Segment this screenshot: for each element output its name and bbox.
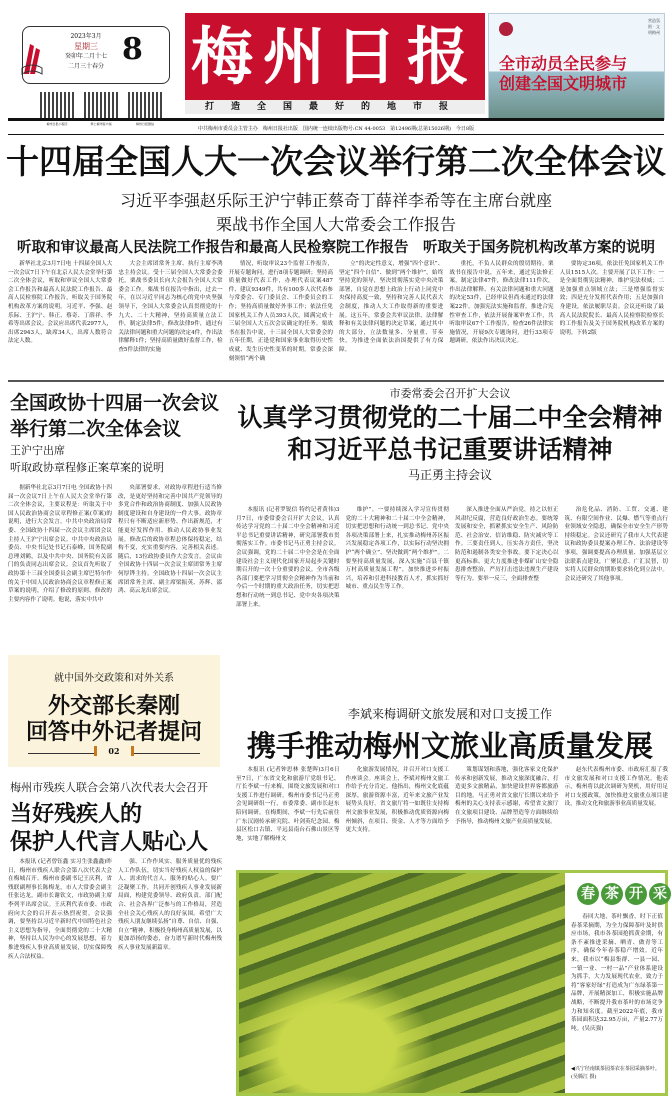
date-day: 8 [122,32,143,67]
newspaper-logo-icon [20,38,44,78]
emblem-icon [499,22,513,36]
qr-code-icon[interactable] [128,92,162,120]
body-column: 本报讯 (记者钟思林 张楚晖)3月6日至7日，广东省文化和旅游厅党组书记、厅长李斌一行来梅，围绕文旅发展和对口支援工作进行调研。梅州市委书记马正勇会见调研组一行，市委常委、副市长赵东陪同调研。在梅期间，李斌一行先后前往广东汉剧传承研究院、叶剑英纪念园、梅县区松口古镇、平远县南台石佛山景区等地，实地了解梅州文 [236,767,340,842]
masthead: 梅州日报 [185,13,485,100]
body-column: 立”的决定性意义，增强“四个意识”、坚定“四个自信”、做到“两个维护”，始终坚持党的领导，坚决贯彻落实党中央决策部署，自觉在思想上政治上行动上同党中央保持高度一致，坚持和完善人民代表大会制度，推动人大工作取得新的重要进展。这五年，常委会共审议法律、法律解释和有关法律问题的决定草案，通过其中的大部分，立法数量多、分量重、节奏快，为推进全面依法治国提供了有力保障。 [338,261,444,353]
party-kicker: 市委常委会召开扩大会议 [389,387,511,400]
culture-headline[interactable]: 携手推动梅州文旅业高质量发展 [246,729,653,763]
ad-line-2: 创建全国文明城市 [499,74,628,93]
tea-title-char: 开 [625,883,647,905]
tea-title-char: 茶 [601,883,623,905]
disabled-headline-1[interactable]: 当好残疾人的 [10,801,143,827]
body-column: 维护”。一要持续深入学习宣传贯彻党的二十大精神和二十届二中全会精神，切实把思想和行动统一到总书记、党中央各项决策部署上来，扎实推动梅州苏区振兴发展稳定各项工作，以实际行动坚决拥护“两个确立”、坚决做到“两个维护”。二要坚持高质量发展，深入实施“百县千镇万村高质量发展工程”，加快推进乡村振兴，培养和引进科技教育人才，抓实抓好城市、重点民生等工作。 [345,507,449,591]
party-headline-2[interactable]: 和习近平总书记重要讲话精神 [287,435,613,464]
qr-label: 梅州日报小程序 [46,122,68,126]
tea-body: 春回大地，茶叶飘香。时下正值春茶采摘期，为全力保障茶叶及时供应市场，我市各茶园抢抓黄金期，有条不紊推进采摘、晒青、做青等工序，确保今年春茶稳产增效。近年来，我市以“梅县集群、一县一园、一镇一业、一村一品”产业体系建设为抓手，大力发展现代农业，致力于将“客家好绿”打造成为广东绿茶第一品牌，开展精深加工，积极实施品牌战略，不断提升我市茶叶的市场竞争力和知名度。截至2022年底，我市茶园面积达32.95万亩，产量2.77万吨。(吴庆强) [571,914,663,1032]
body-column: 深入推进全面从严治党，持之以恒正风肃纪反腐，营造良好政治生态。要统筹发展和安全，抓紧抓实安全生产、风险防范、社会治安、信访维稳、防灾减灾等工作。三要责任到人，压实各方责任，坚决防范和遏制各类安全事故。要下定决心以更高标准、更大力度推进非煤矿山安全隐患排查整治，严厉打击违法违规生产建设等行为。要举一反三，全面排查整 [455,507,559,582]
qr-label: 掌上梅州客户端 [90,122,112,126]
body-column: 要协定36项，依法任免国家机关工作人员1515人次。主要开展了以下工作：一是全面贯彻宪法精神，维护宪法权威；二是加强重点领域立法；三是增强监督实效；四是充分发挥代表作用；五是加强自身建设，依法履职尽责。会议还听取了最高人民法院院长、最高人民检察院检察长的工作报告及关于国务院机构改革方案的说明。下转2版 [559,261,664,336]
body-column: 重托，不负人民群众的殷切期待。栗战书在报告中说，五年来，通过宪法修正案，制定法律47件，修改法律111件次，作出法律解释、有关法律问题和重大问题的决定53件，已经审议但尚未通过的法律案22件。加强宪法实施和监督，推进合宪性审查工作，依法开展备案审查工作，共听取审议67个工作报告，检查26件法律实施情况，开展9次专题询问，进行33项专题调研，依法作出决议决定。 [449,261,554,345]
body-column: 本报讯 (记者曾钰鑫 实习生张鑫鑫)昨日，梅州市残疾人联合会第八次代表大会在梅城召开。梅州市委副书记王庆利，省残联副理事长陈梅龙，市人大常委会副主任张达龙，副市长谢钦文，市政协副主席李列平出席会议。王庆利代表市委、市政府向大会的召开表示热烈祝贺。会议强调，要坚持以习近平新时代中国特色社会主义思想为指导，全面贯彻党的二十大精神，坚持以人民为中心的发展思想，着力推进残疾人事业高质量发展，切实保障残疾人合法权益。 [8,859,112,960]
qr-label: 梅州日报微信 [135,122,154,126]
cppcc-headline-2[interactable]: 举行第二次全体会议 [10,418,182,440]
body-column: 化旅游发展情况，并召开对口支援工作座谈会。座谈会上，李斌对梅州文旅工作给予充分肯定。他指出，梅州文化底蕴深厚，旅游资源丰富，近年来文旅产业发展势头良好。省文旅厅将一如既往支持梅州文旅事业发展，积极推动优质资源向梅州倾斜，在项目、资金、人才等方面给予更大支持。 [345,767,449,834]
body-column: 强、工作作风实、服务质量优的残疾人工作队伍，切实当好残疾人权益的保护人、需求的代言人、服务的贴心人。要广泛凝聚工作，共同开创残疾人事业发展新局面，构建党委领导、政府负责、部门配合、社会各界广泛参与的工作格局，营造全社会关心残疾人的良好氛围。希望广大残疾人朋友继续弘扬“自尊、自信、自强、自立”精神，积极投身梅州高质量发展，以更加昂扬的姿态，奋力谱写新时代梅州残疾人事业发展新篇章。 [118,859,222,951]
body-column: 据新华社北京3月7日电 全国政协十四届一次会议7日上午在人民大会堂举行第二次全体会议，主要议程是：听取关于中国人民政治协商会议章程修正案(草案)的说明，进行大会发言。中共中央政治局常委、全国政协十四届一次会议主席团会议主持人王沪宁出席会议。中共中央政治局委员、中央书记处书记石泰峰，国务院副总理刘鹤，以及中共中央、国务院有关部门的负责同志出席会议。会议首先听取了政协第十三届全国委员会副主席巴特尔作的关于中国人民政治协商会议章程修正案草案的说明，介绍了修改的原则、修改的主要内容作了说明。他说，落实中共中 [8,485,112,603]
lead-subhead-1: 习近平李强赵乐际王沪宁韩正蔡奇丁薛祥李希等在主席台就座 [119,191,552,210]
culture-kicker: 李斌来梅调研文旅发展和对口支援工作 [347,707,552,721]
lead-body [8,260,664,374]
lead-subhead-2: 栗战书作全国人大常委会工作报告 [215,215,456,234]
body-column: 情况，听取审议23个监督工作报告，开展专题询问，进行8项专题调研；坚持高质量做好代表工作，办理代表议案487件、建议9349件，共有100多人次代表参与常委会、专门委员会、工作委员会的工作；坚持高质量做好外事工作；依法任免国家机关工作人员393人次，圆满完成十三届全国人大五次会议确定的任务。栗战书在报告中说，十三届全国人大常委会的五年任期，正逢党和国家事业取得历史性成就、发生历史性变革的时期。常委会深刻领悟“两个确 [228,261,333,362]
date-lunar: 癸卯年二月十七 [64,53,107,60]
masthead-slogan: 打造全国最好的地市报 [185,100,485,114]
lead-headline[interactable]: 十四届全国人大一次会议举行第二次全体会议 [6,142,666,181]
date-year-month: 2023年3月 [70,33,102,40]
photo-caption: ◀兴宁径南镇茶园茶农在茶园采摘茶叶。(吴腾江 摄) [571,1066,660,1080]
teaser-title-2: 回答中外记者提问 [25,719,202,745]
qr-code-icon[interactable] [84,92,118,120]
foreign-affairs-teaser[interactable] [8,655,220,767]
divider [8,380,664,382]
party-body [236,506,668,692]
disabled-body [8,858,222,1096]
ad-line-1: 全市动员全民参与 [499,54,628,73]
tea-title [577,883,671,905]
disabled-headline-2[interactable]: 保护人代言人贴心人 [10,829,209,855]
lead-subhead-3: 听取和审议最高人民法院工作报告和最高人民检察院工作报告 听取关于国务院机构改革方案的说明 [17,239,655,256]
body-column: 治危化品、消防、工贸、交通、建筑、有限空间作业、民爆、燃气等重点行业领域安全隐患，确保全市安全生产形势持续稳定。会议还研究了我市人大代表建议和政协委员提案办理工作、法治建设等事项，强调要提高办理质量、加强基层立法联系点建设，广聚民意、广汇民智，切实将人民群众的期盼要求转化到立法中。会议还研究了其他事项。 [564,507,668,582]
imprint-line: 中共梅州市委员会主管主办 梅州日报社出版 国内统一连续出版物号:CN 44-0053 第12496期(总第15026期) 今日8版 [197,126,475,132]
teaser-kicker: 就中国外交政策和对外关系 [54,673,174,684]
cppcc-subhead-2: 听取政协章程修正案草案的说明 [10,461,164,474]
body-column: 央部署要求，对政协章程进行适当修改，是更好坚持和完善中国共产党领导的多党合作和政治协商制度、加强人民政协制度建设和自身建设的一件大事。政协章程只有不断适应新形势、作出新规范，才能更好发挥作用、推动人民政协事业发展。修改后的政协章程总体保持稳定，结构不变，充实重要内容，完善相关表述。随后，13位政协委员作大会发言。会议由全国政协十四届一次会议主席团常务主席何厚铧主持。全国政协十四届一次会议主席团常务主席、副主席梁振英、苏辉、邵鸿、高云龙出席会议。 [118,485,222,595]
date-solar-term: 二月三十春分 [67,63,104,70]
party-headline-1[interactable]: 认真学习贯彻党的二十届二中全会精神 [237,403,663,432]
party-byline: 马正勇主持会议 [407,468,492,482]
divider [8,118,664,121]
body-column: 新华社北京3月7日电 十四届全国人大一次会议7日下午在北京人民大会堂举行第二次全体会议，听取和审议全国人大常委会工作报告和最高人民法院工作报告、最高人民检察院工作报告，听取关于国务院机构改革方案的说明。习近平、李强、赵乐际、王沪宁、韩正、蔡奇、丁薛祥、李希等出席会议。会议应出席代表2977人，出席2943人，缺席34人，出席人数符合法定人数。 [8,261,113,345]
qr-code-icon[interactable] [40,92,74,120]
page-reference[interactable]: 02 [94,746,134,756]
culture-body [236,766,668,862]
body-column: 大会主席团常务主席、执行主席李鸿忠主持会议。受十三届全国人大常委会委托，栗战书委员长向大会报告全国人大常委会工作。栗战书在报告中指出，过去一年，在以习近平同志为核心的党中央坚强领导下，全国人大常委会认真贯彻党的十九大、二十大精神，坚持高质量立法工作，制定法律5件，修改法律9件，通过有关法律问题和重大问题的决定4件，作出法律解释1件；坚持高质量做好监督工作，检查5件法律的实施 [118,261,223,353]
tea-photo-feature [236,870,668,1096]
date-weekday: 星期三 [74,42,98,51]
body-column: 赵东代表梅州市委、市政府汇报了我市文旅发展和对口支援工作情况。他表示，梅州将以此次调研为契机，用好用足对口支援政策，加快推进文旅重点项目建设，推动文化和旅游事业高质量发展。 [564,767,668,808]
tea-plantation-photo[interactable] [239,873,565,1093]
body-column: 策划谋划和落地，强化客家文化保护传承和创新发展，推动文旅深度融合，打造更多文旅精品，加快建设世界客都旅游目的地。马正勇对省文旅厅长期以来给予梅州的关心支持表示感谢，希望省文旅厅在文旅项目建设、品牌塑造等方面继续给予指导，推动梅州文旅产业高质量发展。 [455,767,559,825]
cppcc-body [8,484,222,650]
ad-side-text: 营造氛围 · 文明梅州 [648,18,660,35]
cppcc-subhead-1: 王沪宁出席 [10,444,65,457]
tea-title-char: 采 [649,883,671,905]
cppcc-headline-1[interactable]: 全国政协十四届一次会议 [10,392,220,414]
divider [8,134,664,135]
civic-ad[interactable] [488,13,665,120]
disabled-kicker: 梅州市残疾人联合会第八次代表大会召开 [10,781,208,794]
teaser-title-1: 外交部长秦刚 [47,693,180,719]
tea-title-char: 春 [577,883,599,905]
body-column: 本报讯 (记者罗锐信 特约记者黄伟)3月7日，市委常委会召开扩大会议，认真传达学习党的二十届二中全会精神和习近平总书记重要讲话精神，研究部署我市贯彻落实工作。市委书记马正勇主持会议。会议强调，党的二十届二中全会是在全面建设社会主义现代化国家开局起步关键时期召开的一次十分重要的会议。全市各级各部门要把学习贯彻全会精神作为当前和今后一个时期的重大政治任务，切实把思想和行动统一到总书记、党中央各项决策部署上来。 [236,507,340,608]
